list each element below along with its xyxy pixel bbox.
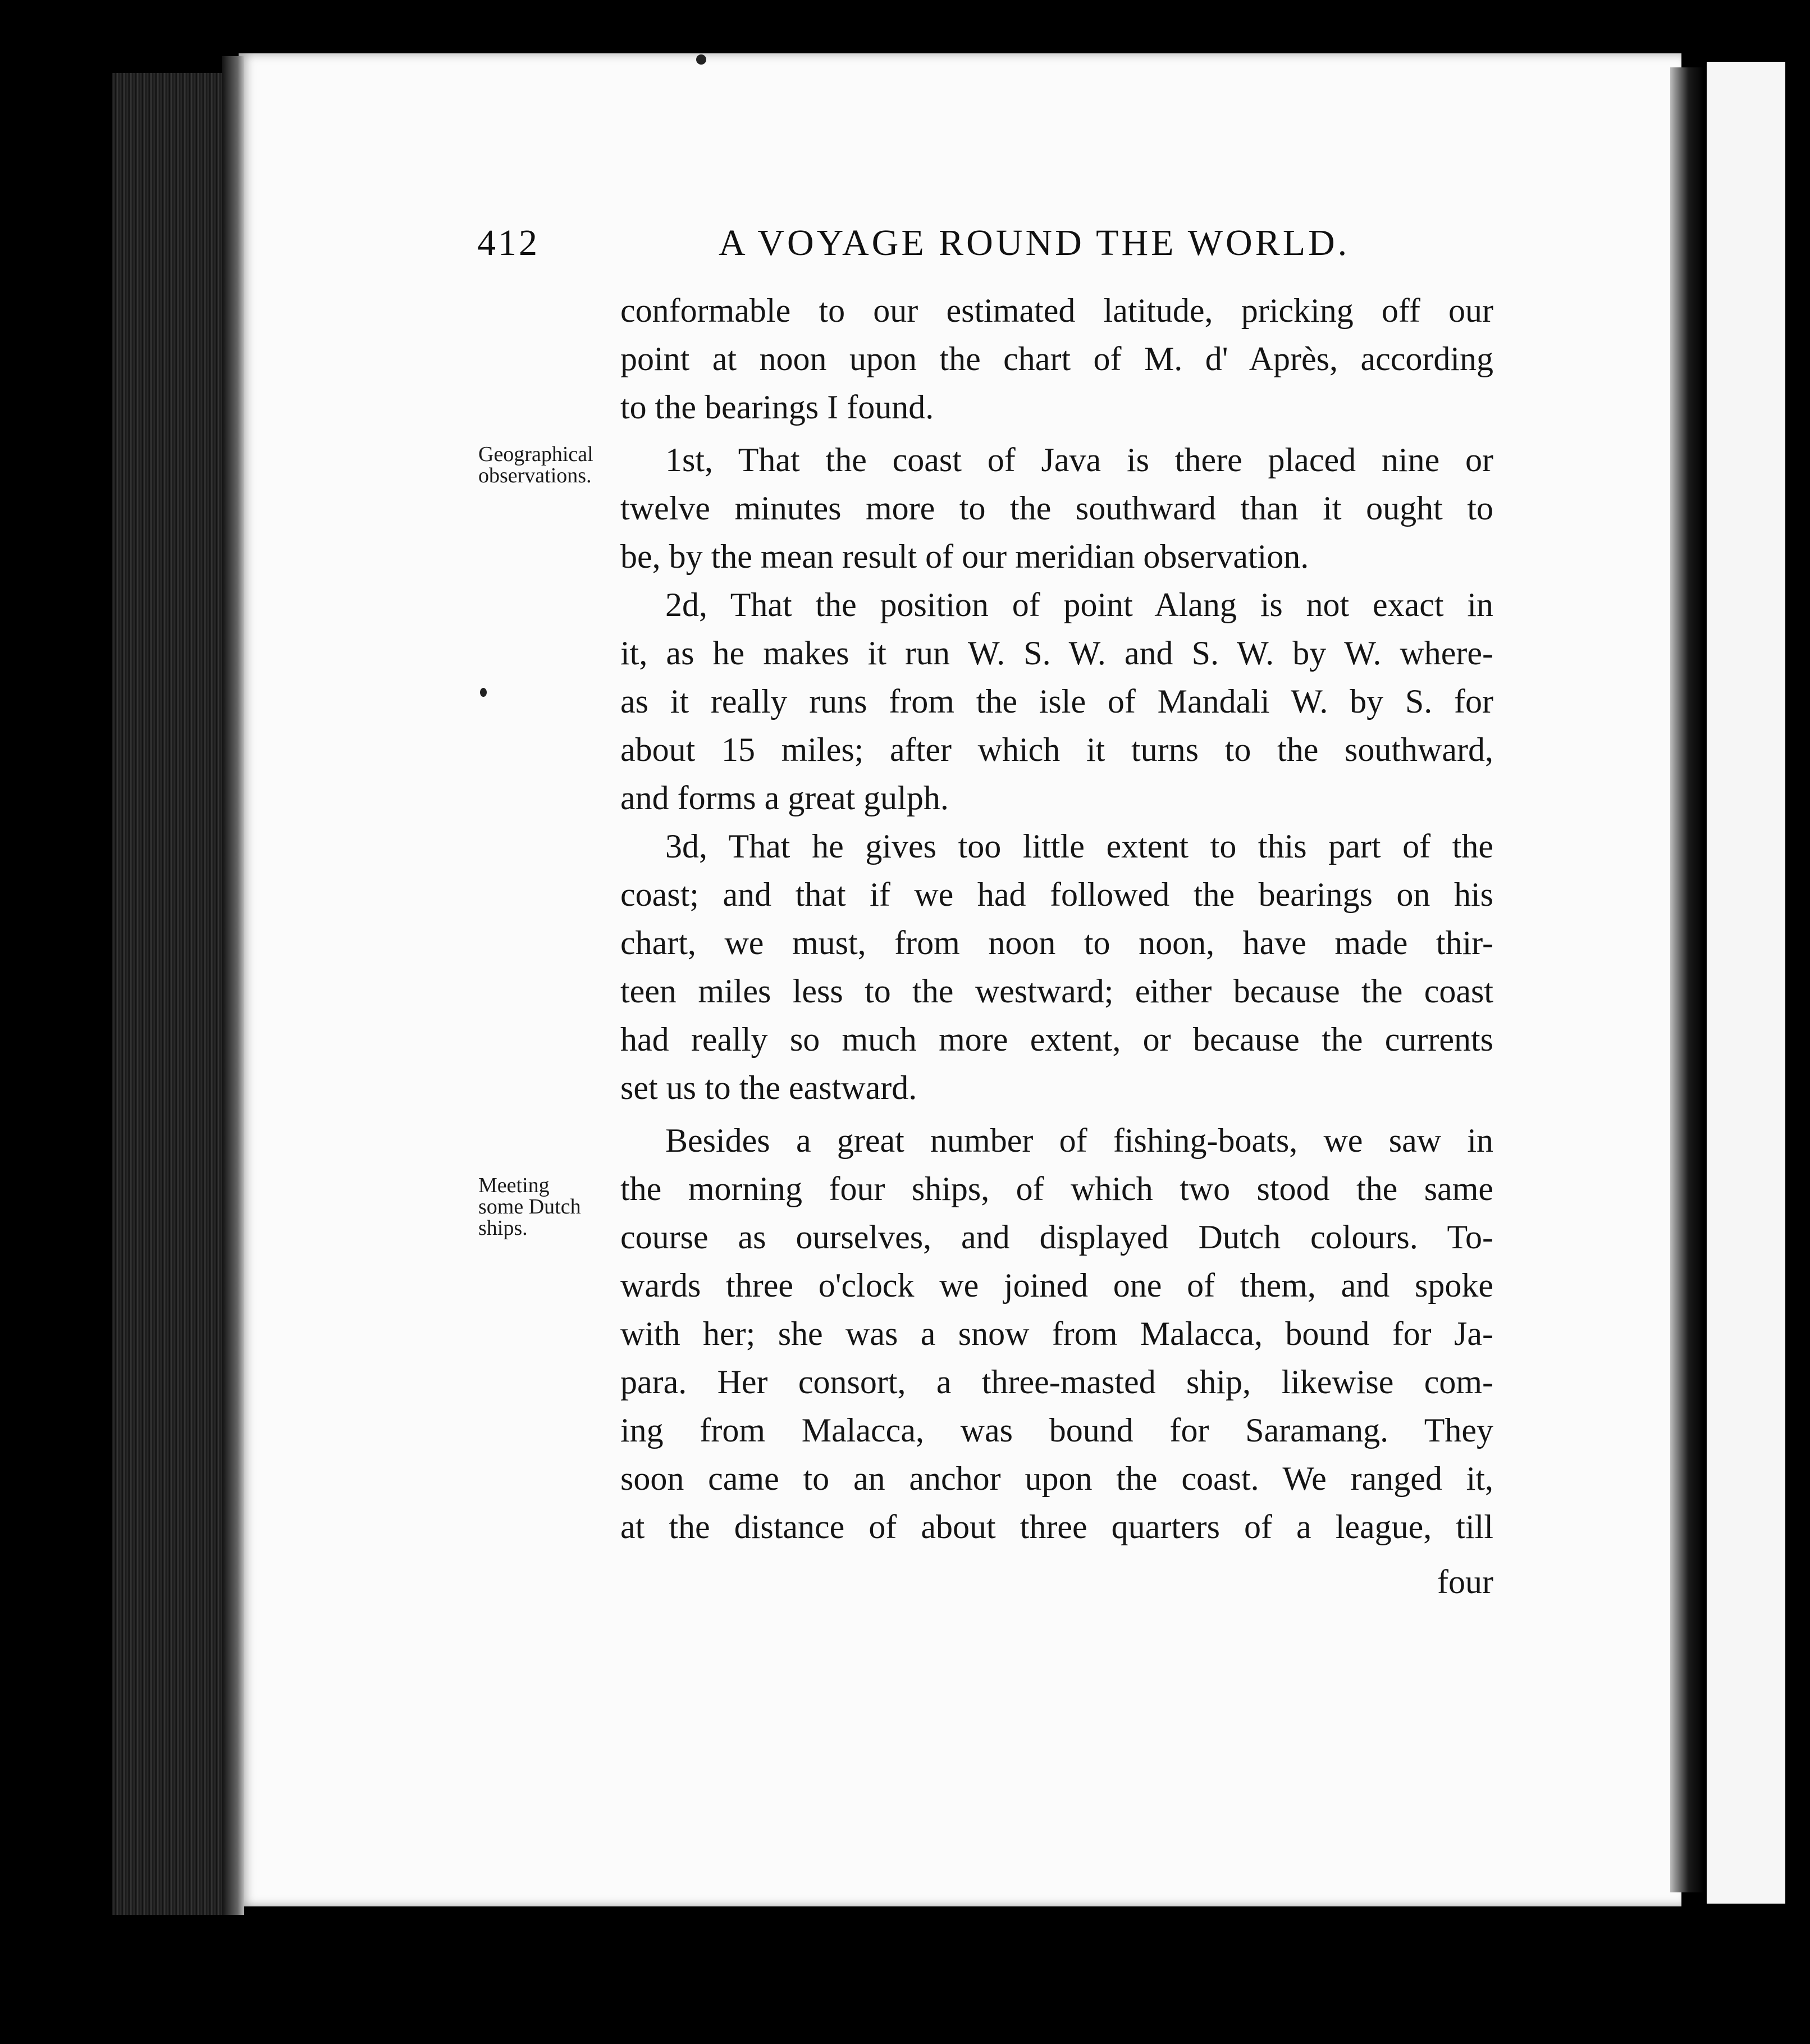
text-line: and forms a great gulph. — [620, 779, 949, 816]
text-line: 1st, That the coast of Java is there placed nine or — [665, 441, 1493, 478]
text-line: Besides a great number of fishing-boats, we saw in — [665, 1122, 1493, 1159]
text-line: point at noon upon the chart of M. d' Après, according — [620, 340, 1493, 377]
text-line: had really so much more extent, or because the currents — [620, 1021, 1493, 1058]
text-line: 2d, That the position of point Alang is not exact in — [665, 586, 1493, 623]
text-line: the morning four ships, of which two stood the same — [620, 1170, 1493, 1207]
text-line: with her; she was a snow from Malacca, bound for Ja- — [620, 1315, 1493, 1352]
text-line: coast; and that if we had followed the bearings on his — [620, 876, 1493, 913]
text-line: conformable to our estimated latitude, pricking off our — [620, 292, 1493, 329]
marginal-note-line: ships. — [478, 1216, 528, 1240]
text-line: about 15 miles; after which it turns to the southward, — [620, 731, 1493, 768]
marginal-note-geographical — [478, 444, 593, 486]
text-line: twelve minutes more to the southward than it ought to — [620, 490, 1493, 527]
marginal-note-line: observations. — [478, 464, 592, 487]
text-line: it, as he makes it run W. S. W. and S. W. by W. where- — [620, 635, 1493, 672]
marginal-note-line: some Dutch — [478, 1195, 581, 1219]
header-title: A VOYAGE ROUND THE WORLD. — [719, 222, 1350, 263]
text-line: as it really runs from the isle of Mandali W. by S. for — [620, 683, 1493, 720]
ink-speck — [696, 54, 706, 65]
page-edge-shadow — [222, 56, 244, 1915]
text-line: soon came to an anchor upon the coast. We ranged it, — [620, 1460, 1493, 1497]
text-line: course as ourselves, and displayed Dutch colours. To- — [620, 1219, 1493, 1256]
running-head — [477, 222, 1398, 284]
marginal-note-meeting — [478, 1175, 581, 1239]
text-line: at the distance of about three quarters of a league, till — [620, 1508, 1493, 1545]
book-gutter — [1670, 67, 1704, 1892]
ink-speck — [480, 688, 487, 697]
text-line: 3d, That he gives too little extent to this part of the — [665, 828, 1493, 865]
marginal-note-line: Meeting — [478, 1174, 550, 1197]
text-line: to the bearings I found. — [620, 389, 934, 426]
body-text — [620, 286, 1493, 1606]
text-line: teen miles less to the westward; either because the coast — [620, 973, 1493, 1010]
text-line: para. Her consort, a three-masted ship, likewise com- — [620, 1363, 1493, 1400]
catchword: four — [1437, 1563, 1493, 1600]
text-line: ing from Malacca, was bound for Saramang. They — [620, 1412, 1493, 1449]
page-number: 412 — [477, 222, 540, 263]
marginal-note-line: Geographical — [478, 442, 593, 466]
facing-page-edge — [1707, 62, 1785, 1904]
text-line: wards three o'clock we joined one of them, and spoke — [620, 1267, 1493, 1304]
text-line: chart, we must, from noon to noon, have made thir- — [620, 924, 1493, 961]
text-line: set us to the eastward. — [620, 1069, 917, 1106]
text-line: be, by the mean result of our meridian observation. — [620, 538, 1309, 575]
